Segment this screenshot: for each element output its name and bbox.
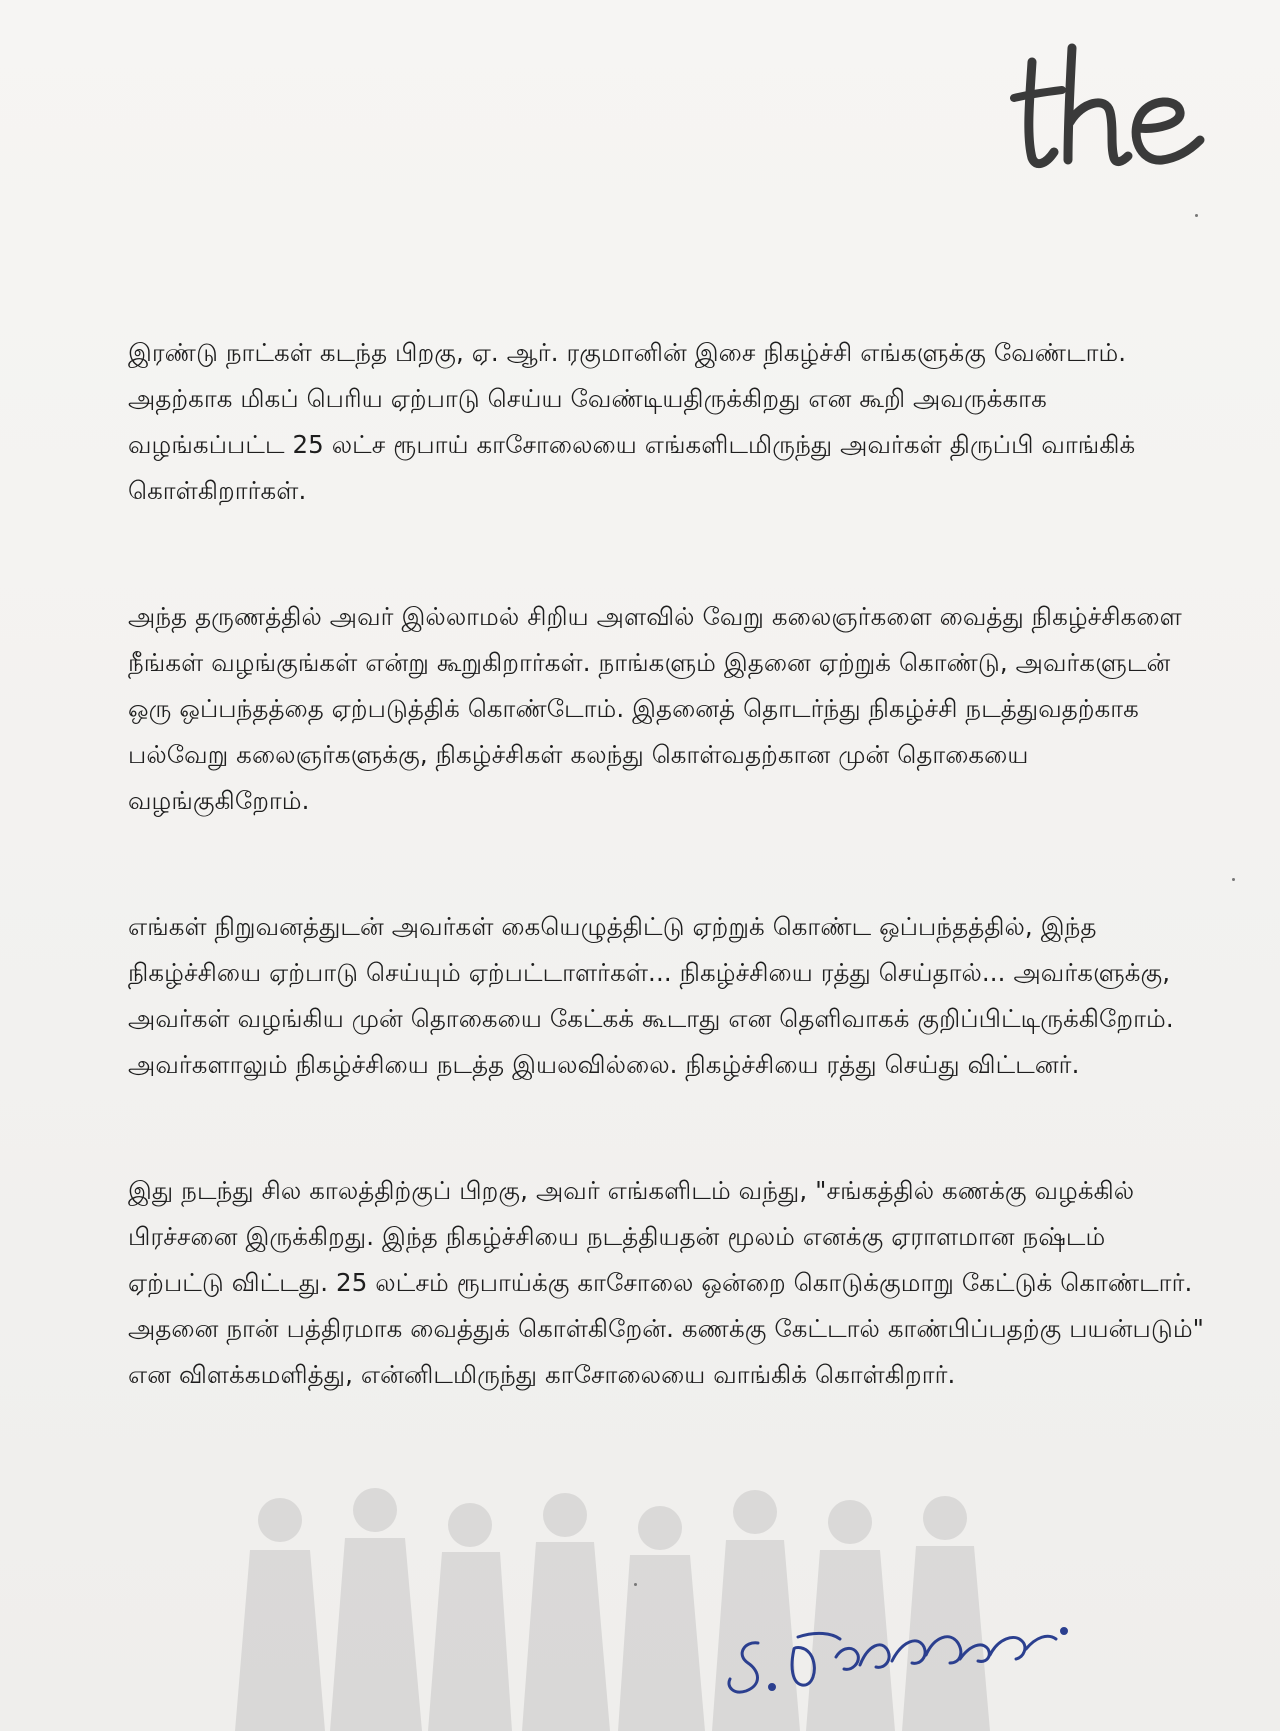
handwritten-signature (720, 1575, 1090, 1700)
signature-ink-icon (720, 1575, 1090, 1700)
paragraph-4: இது நடந்து சில காலத்திற்குப் பிறகு, அவர் எங்களிடம் வந்து, "சங்கத்தில் கணக்கு வழக்கில் பிரச்சனை இருக்கிறது. இந்த நிகழ்ச்சியை நடத்தியதன் மூலம் எனக்கு ஏராளமான நஷ்டம் ஏற்பட்டு விட்டது. 25 லட்சம் ரூபாய்க்கு காசோலை ஒன்றை கொடுக்குமாறு கேட்டுக் கொண்டார். அதனை நான் பத்திரமாக வைத்துக் கொள்கிறேன். கணக்கு கேட்டால் காண்பிப்பதற்கு பயன்படும்" என விளக்கமளித்து, என்னிடமிருந்து காசோலையை வாங்கிக் கொள்கிறார். (128, 1176, 1205, 1389)
paragraph-3: எங்கள் நிறுவனத்துடன் அவர்கள் கையெழுத்திட்டு ஏற்றுக் கொண்ட ஒப்பந்தத்தில், இந்த நிகழ்ச்சியை ஏற்பாடு செய்யும் ஏற்பட்டாளர்கள்... நிகழ்ச்சியை ரத்து செய்தால்... அவர்களுக்கு, அவர்கள் வழங்கிய முன் தொகையை கேட்கக் கூடாது என தெளிவாகக் குறிப்பிட்டிருக்கிறோம். அவர்களாலும் நிகழ்ச்சியை நடத்த இயலவில்லை. நிகழ்ச்சியை ரத்து செய்து விட்டனர். (128, 912, 1174, 1079)
scan-speck (1232, 878, 1235, 881)
letter-body (128, 330, 1208, 1398)
scan-speck (1195, 214, 1198, 217)
scan-speck (634, 1583, 637, 1586)
paragraph-1: இரண்டு நாட்கள் கடந்த பிறகு, ஏ. ஆர். ரகுமானின் இசை நிகழ்ச்சி எங்களுக்கு வேண்டாம். அதற்காக மிகப் பெரிய ஏற்பாடு செய்ய வேண்டியதிருக்கிறது என கூறி அவருக்காக வழங்கப்பட்ட 25 லட்ச ரூபாய் காசோலையை எங்களிடமிருந்து அவர்கள் திருப்பி வாங்கிக் கொள்கிறார்கள். (128, 338, 1136, 505)
the-logo-mark (1010, 40, 1210, 180)
paragraph-2: அந்த தருணத்தில் அவர் இல்லாமல் சிறிய அளவில் வேறு கலைஞர்களை வைத்து நிகழ்ச்சிகளை நீங்கள் வழங்குங்கள் என்று கூறுகிறார்கள். நாங்களும் இதனை ஏற்றுக் கொண்டு, அவர்களுடன் ஒரு ஒப்பந்தத்தை ஏற்படுத்திக் கொண்டோம். இதனைத் தொடர்ந்து நிகழ்ச்சி நடத்துவதற்காக பல்வேறு கலைஞர்களுக்கு, நிகழ்ச்சிகள் கலந்து கொள்வதற்கான முன் தொகையை வழங்குகிறோம். (128, 602, 1182, 815)
letterhead-logo (1010, 40, 1210, 180)
